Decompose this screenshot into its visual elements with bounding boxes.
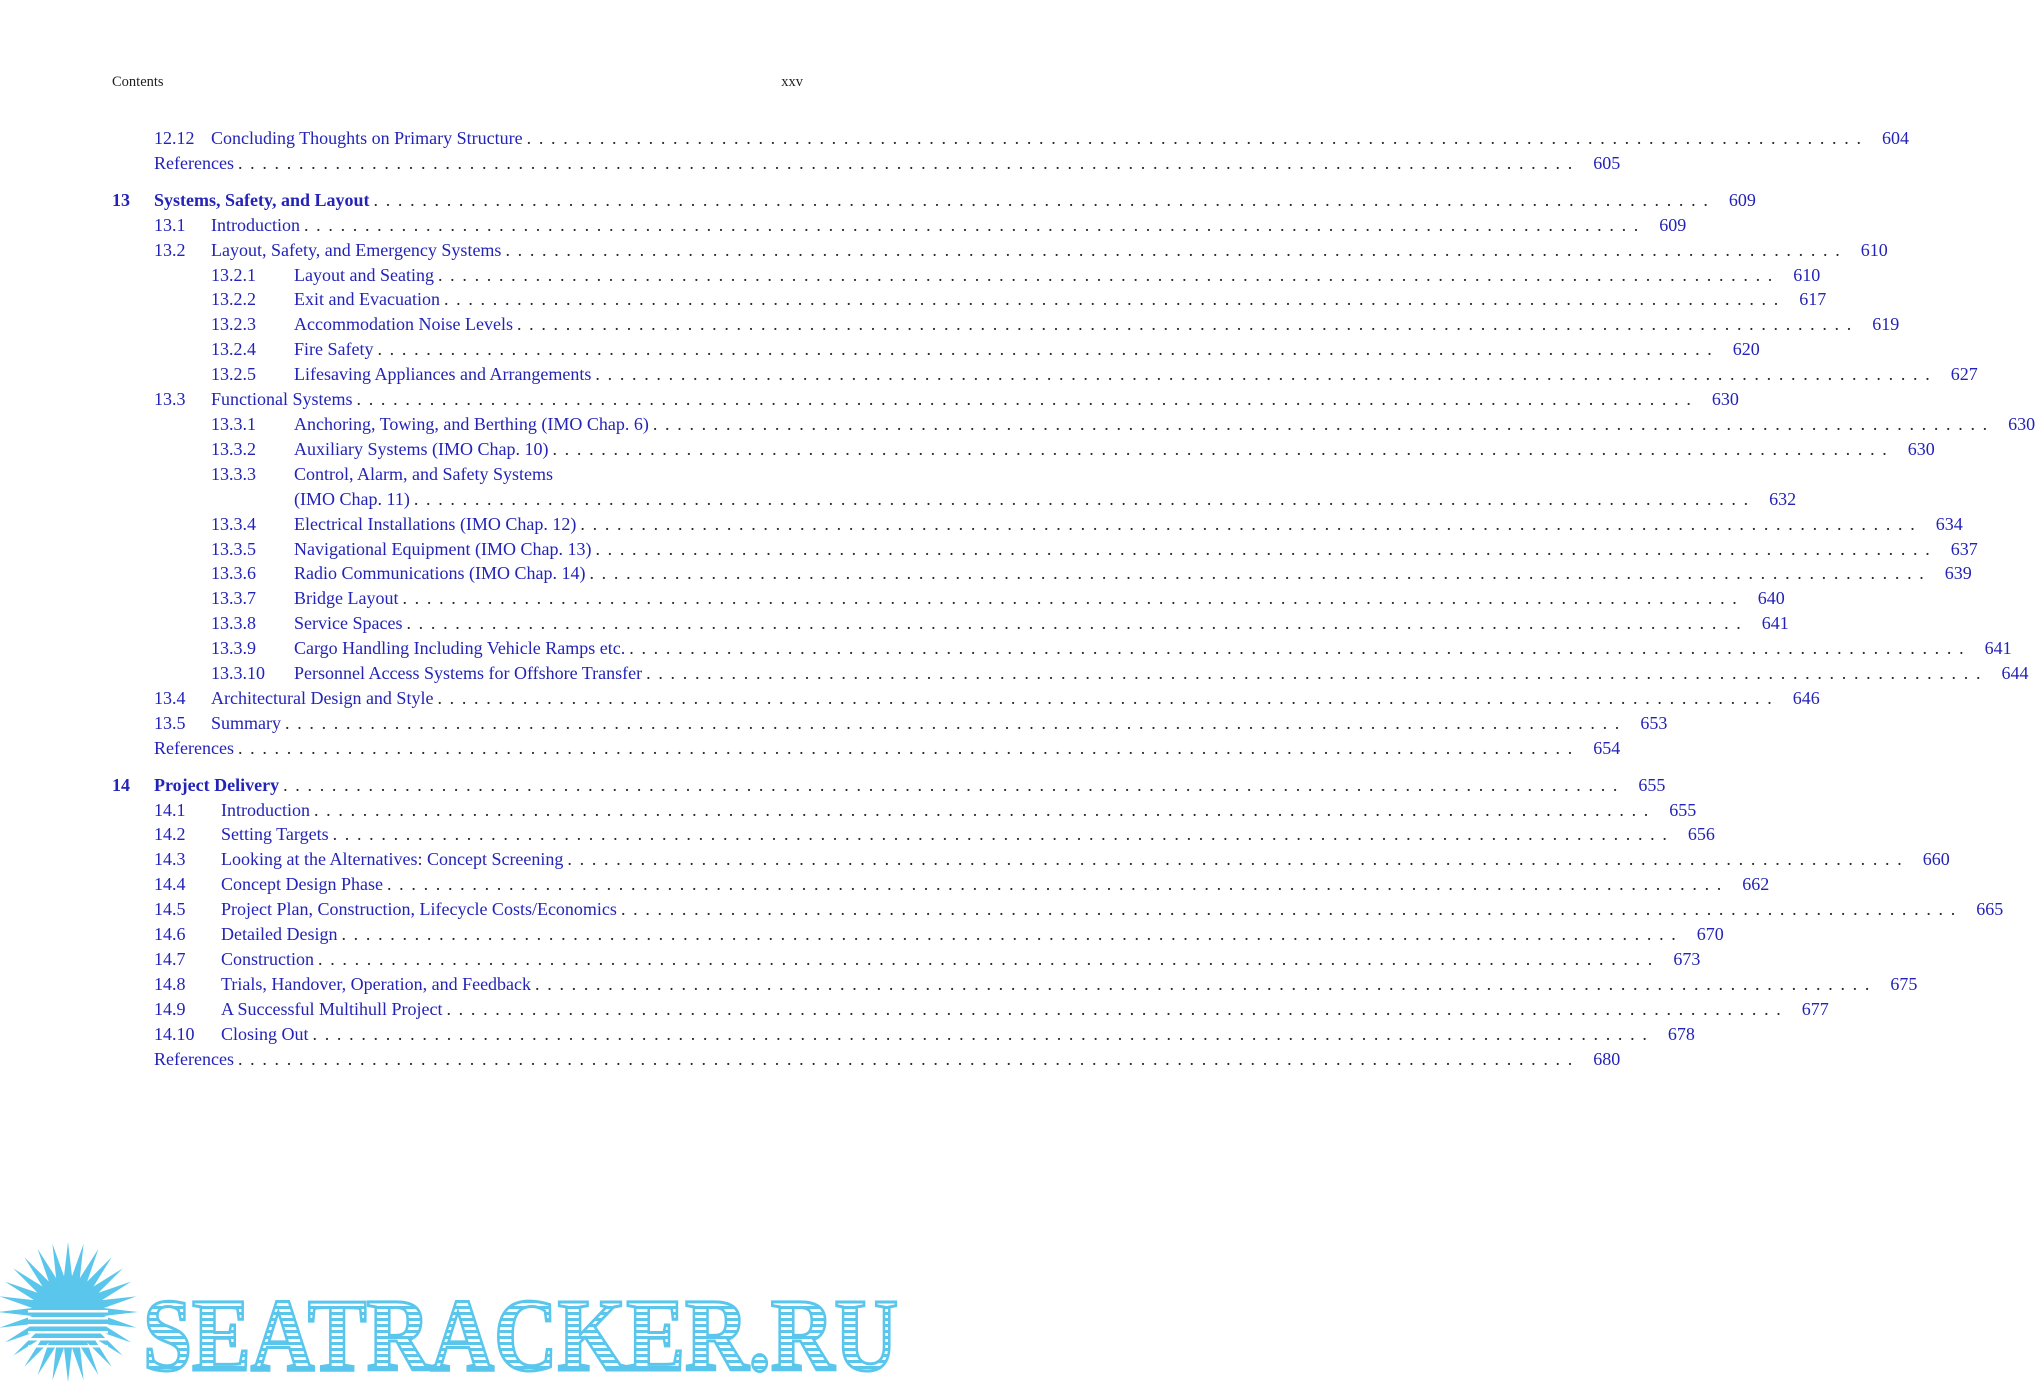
toc-entry-number: 13.5 (154, 712, 186, 733)
toc-entry-page: 677 (1801, 998, 1829, 1019)
toc-entry-title: Cargo Handling Including Vehicle Ramps etc. (294, 636, 629, 661)
toc-entry-page: 680 (1593, 1048, 1621, 1069)
toc-entry-number: 13.2.5 (211, 364, 256, 385)
toc-entry-number: 13.2.3 (211, 314, 256, 335)
toc-entry-title: References (154, 736, 238, 761)
toc-entry-number: 14.10 (154, 1023, 195, 1044)
toc-entry-page: 660 (1922, 849, 1950, 870)
seatracker-watermark-logo (0, 1240, 915, 1388)
dot-leader (402, 586, 1736, 611)
toc-entry-number: 14 (112, 774, 130, 795)
dot-leader (580, 512, 1914, 537)
toc-entry-continuation[interactable] (112, 487, 1797, 512)
toc-entry[interactable] (112, 922, 1724, 947)
toc-entry-title: Control, Alarm, and Safety Systems (294, 463, 553, 484)
dot-leader (438, 263, 1772, 288)
toc-entry-title: Introduction (221, 798, 314, 823)
running-header-title: Contents (112, 74, 164, 90)
toc-chapter-entry[interactable] (112, 188, 1756, 213)
toc-entry-title: Concluding Thoughts on Primary Structure (211, 126, 527, 151)
toc-entry-number: 13.3.4 (211, 513, 256, 534)
toc-entry[interactable] (112, 872, 1770, 897)
toc-entry-number: 13.3.6 (211, 563, 256, 584)
toc-entry[interactable] (112, 947, 1701, 972)
toc-entry-number: 13.3.3 (211, 463, 256, 484)
toc-entry[interactable] (112, 822, 1715, 847)
toc-entry-page: 617 (1799, 289, 1827, 310)
toc-entry-page: 620 (1732, 339, 1760, 360)
toc-entry-title: Setting Targets (221, 822, 333, 847)
running-header (112, 74, 803, 94)
toc-entry[interactable] (112, 337, 1760, 362)
toc-entry-title: Lifesaving Appliances and Arrangements (294, 362, 595, 387)
toc-entry[interactable] (112, 263, 1821, 288)
toc-entry[interactable] (112, 412, 2035, 437)
dot-leader (238, 151, 1572, 176)
dot-leader (341, 922, 1675, 947)
toc-entry-number: 14.9 (154, 998, 186, 1019)
toc-entry-title: A Successful Multihull Project (221, 997, 446, 1022)
toc-entry[interactable] (112, 362, 1978, 387)
toc-entry-number: 13.2.2 (211, 289, 256, 310)
toc-entry-title: References (154, 1047, 238, 1072)
toc-entry-title: Radio Communications (IMO Chap. 14) (294, 561, 589, 586)
toc-entry[interactable] (112, 312, 1900, 337)
toc-entry-page: 640 (1757, 588, 1785, 609)
toc-entry-title: Trials, Handover, Operation, and Feedback (221, 972, 535, 997)
toc-entry-page: 619 (1872, 314, 1900, 335)
toc-entry-title: Concept Design Phase (221, 872, 387, 897)
toc-entry-title: Detailed Design (221, 922, 341, 947)
toc-entry[interactable] (112, 997, 1829, 1022)
toc-entry-title: Auxiliary Systems (IMO Chap. 10) (294, 437, 552, 462)
toc-entry-title: Layout, Safety, and Emergency Systems (211, 238, 505, 263)
toc-entry[interactable] (112, 586, 1785, 611)
toc-entry[interactable] (112, 561, 1972, 586)
dot-leader (589, 561, 1923, 586)
dot-leader (505, 238, 1839, 263)
toc-entry-page: 630 (1907, 438, 1935, 459)
dot-leader (238, 1047, 1572, 1072)
toc-entry-page: 662 (1742, 874, 1770, 895)
toc-entry-title: Construction (221, 947, 318, 972)
toc-entry-title: Fire Safety (294, 337, 377, 362)
toc-entry[interactable] (112, 686, 1820, 711)
toc-entry-title: Introduction (211, 213, 304, 238)
toc-entry-title: Looking at the Alternatives: Concept Screening (221, 847, 567, 872)
table-of-contents (112, 126, 2035, 1072)
toc-entry-number: 13.2 (154, 239, 186, 260)
toc-entry-page: 675 (1890, 973, 1918, 994)
toc-entry-number: 14.1 (154, 799, 186, 820)
toc-entry-page: 634 (1935, 513, 1963, 534)
toc-entry-title: Exit and Evacuation (294, 287, 444, 312)
toc-entry-page: 655 (1669, 799, 1697, 820)
toc-entry[interactable] (112, 287, 1827, 312)
dot-leader (283, 773, 1617, 798)
dot-leader (238, 736, 1572, 761)
dot-leader (567, 847, 1901, 872)
toc-entry-page: 604 (1881, 128, 1909, 148)
toc-entry[interactable] (112, 462, 802, 487)
toc-entry-page: 637 (1950, 538, 1978, 559)
toc-entry-page: 665 (1976, 899, 2004, 920)
toc-entry-number: 13.3.5 (211, 538, 256, 559)
dot-leader (552, 437, 1886, 462)
toc-entry-number: 13.2.4 (211, 339, 256, 360)
toc-entry[interactable] (112, 847, 1950, 872)
toc-entry[interactable] (112, 611, 1789, 636)
toc-entry-title: Project Delivery (154, 773, 283, 798)
toc-entry-page: 632 (1769, 488, 1797, 509)
dot-leader (653, 412, 1987, 437)
toc-entry[interactable] (112, 437, 1935, 462)
toc-entry-number: 13 (112, 189, 130, 210)
toc-entry-title: Functional Systems (211, 387, 357, 412)
dot-leader (318, 947, 1652, 972)
dot-leader (517, 312, 1851, 337)
toc-entry-number: 13.3.2 (211, 438, 256, 459)
dot-leader (377, 337, 1711, 362)
toc-entry-title: Anchoring, Towing, and Berthing (IMO Chap. 6) (294, 412, 653, 437)
toc-entry-page: 641 (1761, 613, 1789, 634)
dot-leader (285, 711, 1619, 736)
dot-leader (444, 287, 1778, 312)
toc-entry[interactable] (112, 636, 2012, 661)
toc-entry-number: 14.7 (154, 949, 186, 969)
toc-entry-number: 13.1 (154, 214, 186, 235)
toc-entry[interactable] (112, 711, 1668, 736)
toc-entry-number: 12.12 (154, 128, 195, 148)
toc-entry[interactable] (112, 213, 1687, 238)
toc-entry-page: 673 (1673, 949, 1701, 969)
toc-entry-title: Electrical Installations (IMO Chap. 12) (294, 512, 580, 537)
toc-entry[interactable] (112, 661, 2029, 686)
dot-leader (406, 611, 1740, 636)
toc-entry[interactable] (112, 1022, 1695, 1047)
toc-chapter-entry[interactable] (112, 773, 1666, 798)
toc-entry-title: Layout and Seating (294, 263, 438, 288)
toc-entry-page: 653 (1640, 712, 1668, 733)
dot-leader (629, 636, 1963, 661)
toc-entry[interactable] (112, 387, 1739, 412)
toc-entry-page: 656 (1687, 824, 1715, 845)
dot-leader (357, 387, 1691, 412)
toc-entry-page: 641 (1984, 638, 2012, 659)
toc-entry[interactable] (112, 537, 1978, 562)
toc-entry-number: 13.3.10 (211, 663, 265, 684)
toc-entry-number: 14.5 (154, 899, 186, 920)
toc-entry-page: 646 (1792, 687, 1820, 708)
page-number: xxv (781, 74, 803, 90)
dot-leader (387, 872, 1721, 897)
toc-entry-page: 609 (1659, 214, 1687, 235)
dot-leader (621, 897, 1955, 922)
toc-entry-number: 13.3.7 (211, 588, 256, 609)
toc-entry[interactable] (112, 126, 1909, 151)
dot-leader (314, 798, 1648, 823)
toc-entry-page: 644 (2001, 663, 2029, 684)
dot-leader (304, 213, 1638, 238)
watermark-text: SEATRACKER.RU (143, 1278, 898, 1388)
toc-entry-number: 14.2 (154, 824, 186, 845)
toc-entry-title: Accommodation Noise Levels (294, 312, 517, 337)
toc-entry-title: Bridge Layout (294, 586, 402, 611)
toc-entry-title: Navigational Equipment (IMO Chap. 13) (294, 537, 595, 562)
toc-entry-page: 654 (1593, 737, 1621, 758)
dot-leader (446, 997, 1780, 1022)
toc-entry-page: 630 (1711, 389, 1739, 410)
toc-entry-page: 630 (2008, 413, 2035, 434)
dot-leader (437, 686, 1771, 711)
dot-leader (527, 126, 1861, 151)
toc-entry-number: 13.3.8 (211, 613, 256, 634)
toc-entry-page: 610 (1793, 264, 1821, 285)
dot-leader (333, 822, 1667, 847)
toc-entry-title: Project Plan, Construction, Lifecycle Costs/Economics (221, 897, 621, 922)
toc-entry[interactable] (112, 1047, 1621, 1072)
toc-entry-number: 13.3 (154, 389, 186, 410)
toc-entry[interactable] (112, 897, 2004, 922)
toc-entry-page: 627 (1950, 364, 1978, 385)
toc-entry-number: 13.4 (154, 687, 186, 708)
toc-entry-title: Summary (211, 711, 285, 736)
toc-entry-number: 13.2.1 (211, 264, 256, 285)
toc-entry-number: 14.6 (154, 924, 186, 945)
toc-entry[interactable] (112, 512, 1963, 537)
toc-entry-page: 610 (1860, 239, 1888, 260)
dot-leader (646, 661, 1980, 686)
sun-icon (0, 1242, 138, 1382)
toc-entry-title: (IMO Chap. 11) (294, 487, 414, 512)
toc-entry-number: 14.8 (154, 973, 186, 994)
toc-entry[interactable] (112, 736, 1621, 761)
toc-entry-page: 670 (1696, 924, 1724, 945)
toc-entry-title: Systems, Safety, and Layout (154, 188, 374, 213)
dot-leader (595, 362, 1929, 387)
toc-entry-title: Closing Out (221, 1022, 313, 1047)
toc-entry-title: Architectural Design and Style (211, 686, 437, 711)
dot-leader (535, 972, 1869, 997)
toc-entry-page: 609 (1728, 189, 1756, 210)
toc-entry-title: References (154, 151, 238, 176)
toc-entry-title: Service Spaces (294, 611, 406, 636)
toc-entry-number: 13.3.1 (211, 413, 256, 434)
toc-entry-page: 655 (1638, 774, 1666, 795)
dot-leader (374, 188, 1708, 213)
toc-entry[interactable] (112, 151, 1621, 176)
toc-entry-page: 678 (1667, 1023, 1695, 1044)
toc-entry-number: 13.3.9 (211, 638, 256, 659)
toc-entry-page: 639 (1944, 563, 1972, 584)
dot-leader (313, 1022, 1647, 1047)
toc-entry-title: Personnel Access Systems for Offshore Transfer (294, 661, 646, 686)
toc-entry[interactable] (112, 238, 1888, 263)
toc-entry-number: 14.4 (154, 874, 186, 895)
toc-entry-number: 14.3 (154, 849, 186, 870)
toc-entry[interactable] (112, 798, 1697, 823)
dot-leader (595, 537, 1929, 562)
dot-leader (414, 487, 1748, 512)
toc-entry-page: 605 (1593, 152, 1621, 173)
toc-entry[interactable] (112, 972, 1918, 997)
